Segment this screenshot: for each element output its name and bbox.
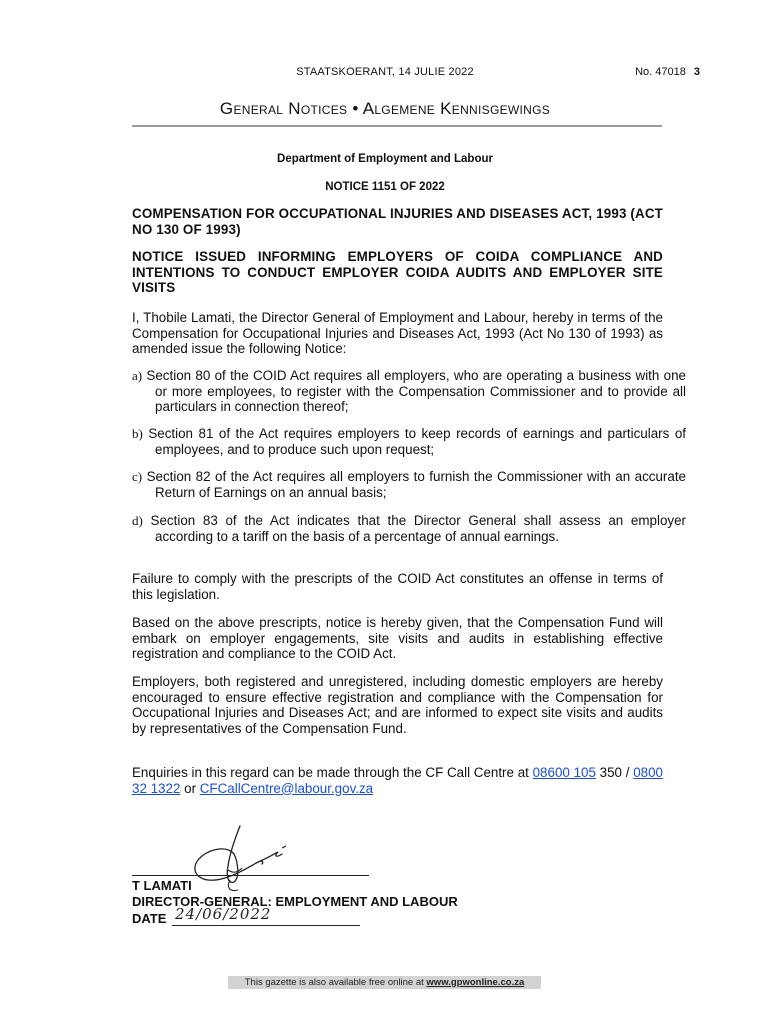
phone-suffix: 350 / [595,765,634,780]
email-link[interactable]: CFCallCentre@labour.gov.za [199,780,374,796]
act-title: COMPENSATION FOR OCCUPATIONAL INJURIES AND DISEASES ACT, 1993 (ACT NO 130 OF 1993) [132,206,663,237]
alt-phone-link[interactable]: 0800 32 1322 [132,765,663,796]
item-label: b) [132,426,143,441]
footer-text: This gazette is also available free online at [244,977,427,988]
signature-line [132,875,369,876]
failure-paragraph: Failure to comply with the prescripts of the COID Act constitutes an offense in terms of this legislation. [132,571,663,602]
enquiries-text: Enquiries in this regard can be made through the CF Call Centre at [132,765,533,780]
section-title: General Notices • Algemene Kennisgewings [219,99,551,118]
list-item [132,368,686,415]
list-item [132,426,686,457]
list-item [132,469,686,500]
employers-paragraph: Employers, both registered and unregistered, including domestic employers are hereby encouraged to ensure effective registration and compliance with the Compensation for Occupational Injuries and Diseases Act; and are informed to expect site visits and audits by representatives of the Compensation Fund. [132,674,663,737]
footer-banner [228,976,541,989]
footer-url-link[interactable]: www.gpwonline.co.za [426,977,525,988]
item-text: Section 80 of the COID Act requires all employers, who are operating a business with one or more employees, to register with the Compensation Commissioner and to provide all particulars in connection thereof; [146,368,686,415]
date-label: DATE [132,911,167,926]
enquiries-paragraph [132,765,663,796]
item-text: Section 81 of the Act requires employers to keep records of earnings and particulars of employees, and to produce such upon request; [148,426,686,457]
item-text: Section 82 of the Act requires all employers to furnish the Commissioner with an accurate Return of Earnings on an annual basis; [146,469,686,500]
gazette-header: STAATSKOERANT, 14 JULIE 2022 [296,66,474,78]
item-label: d) [132,513,143,528]
handwritten-date: 24/06/2022 [175,905,272,923]
department-name: Department of Employment and Labour [277,153,493,165]
issue-page-number [635,66,700,78]
list-item [132,513,686,544]
header-rule [132,125,662,127]
signature-image [178,818,308,900]
signatory-title: DIRECTOR-GENERAL: EMPLOYMENT AND LABOUR [132,894,458,909]
notice-title: NOTICE ISSUED INFORMING EMPLOYERS OF COIDA COMPLIANCE AND INTENTIONS TO CONDUCT EMPLOYER COIDA AUDITS AND EMPLOYER SITE VISITS [132,249,663,296]
page-number: 3 [693,66,700,78]
signatory-name: T LAMATI [132,878,192,893]
intro-paragraph: I, Thobile Lamati, the Director General of Employment and Labour, hereby in terms of the Compensation for Occupational Injuries and Diseases Act, 1993 (Act No 130 of 1993) as amended issue the following Notice: [132,310,663,357]
item-label: c) [132,469,143,484]
issue-number: No. 47018 [635,66,686,78]
call-centre-phone-link[interactable]: 08600 105 [532,765,596,780]
notice-number: NOTICE 1151 OF 2022 [325,181,445,193]
based-paragraph: Based on the above prescripts, notice is hereby given, that the Compensation Fund will embark on employer engagements, site visits and audits in establishing effective registration and compliance to the COID Act. [132,615,663,662]
date-line [172,925,360,926]
connector-text: or [180,780,200,796]
item-text: Section 83 of the Act indicates that the Director General shall assess an employer according to a tariff on the basis of a percentage of annual earnings. [150,513,686,544]
item-label: a) [132,368,143,383]
